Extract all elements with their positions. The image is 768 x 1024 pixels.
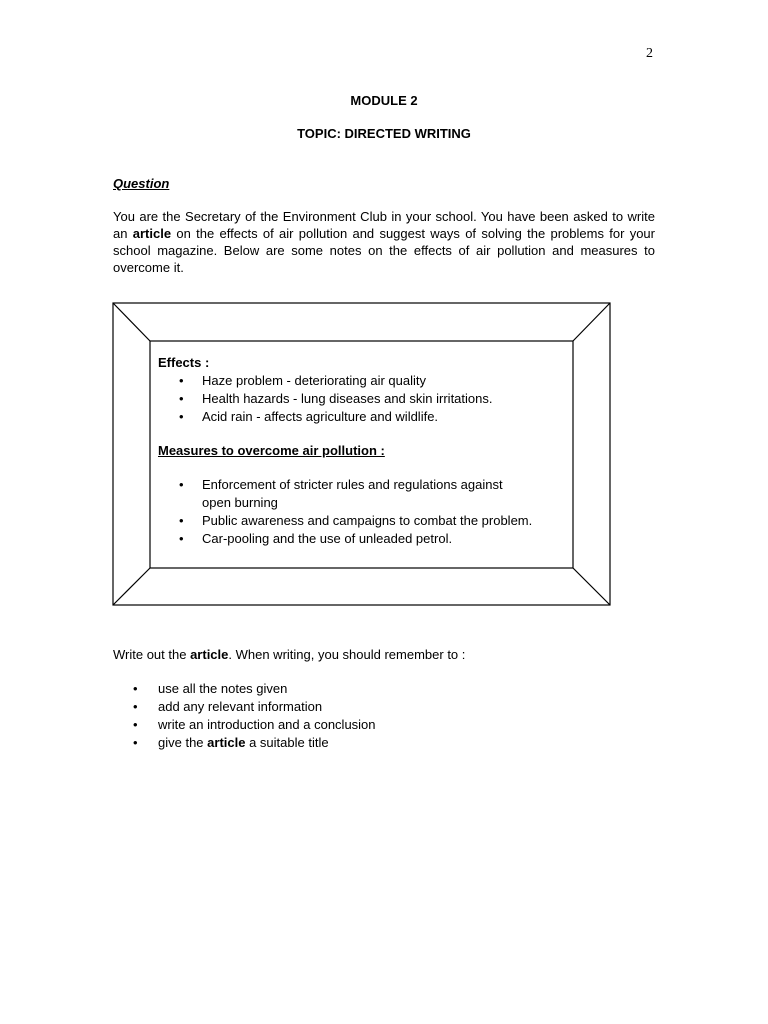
intro-text-2: on the effects of air pollution and suggest ways of solving the problems for your school magazine. Below are some notes on the effects of air pollution and measures to overcome it. — [113, 226, 655, 275]
instruction-item: • write an introduction and a conclusion — [113, 716, 655, 734]
instruction-section — [113, 646, 655, 752]
measures-item: • Enforcement of stricter rules and regulations against open burning — [158, 476, 568, 512]
effects-item: • Health hazards - lung diseases and skin irritations. — [158, 390, 568, 408]
instruction-bold-article: article — [190, 647, 229, 662]
effects-list — [158, 372, 568, 426]
measures-list — [158, 476, 568, 548]
instruction-text — [113, 646, 655, 664]
notes-frame — [112, 302, 611, 606]
instruction-text-2: . When writing, you should remember to : — [228, 647, 466, 662]
notes-content — [158, 354, 568, 548]
page-number: 2 — [646, 46, 653, 61]
instruction-list — [113, 680, 655, 752]
last-point-text-1: give the — [158, 735, 208, 750]
intro-bold-article: article — [132, 226, 172, 241]
effects-item: • Haze problem - deteriorating air quality — [158, 372, 568, 390]
instruction-item-title — [113, 734, 655, 752]
measures-heading: Measures to overcome air pollution : — [158, 443, 385, 458]
measures-item: • Car-pooling and the use of unleaded petrol. — [158, 530, 568, 548]
effects-heading: Effects : — [158, 355, 210, 370]
last-point-bold-article: article — [207, 735, 246, 750]
question-paragraph — [113, 208, 655, 276]
question-label: Question — [113, 176, 170, 191]
last-point-text-2: a suitable title — [245, 735, 329, 750]
effects-item: • Acid rain - affects agriculture and wildlife. — [158, 408, 568, 426]
measures-item: • Public awareness and campaigns to combat the problem. — [158, 512, 568, 530]
instruction-item: • add any relevant information — [113, 698, 655, 716]
instruction-text-1: Write out the — [113, 647, 191, 662]
topic-title: TOPIC: DIRECTED WRITING — [297, 126, 471, 141]
intro-text-1: You are the Secretary of the Environment Club in your school. You have been asked to write an — [113, 209, 655, 241]
instruction-item: • use all the notes given — [113, 680, 655, 698]
module-title: MODULE 2 — [350, 93, 418, 108]
